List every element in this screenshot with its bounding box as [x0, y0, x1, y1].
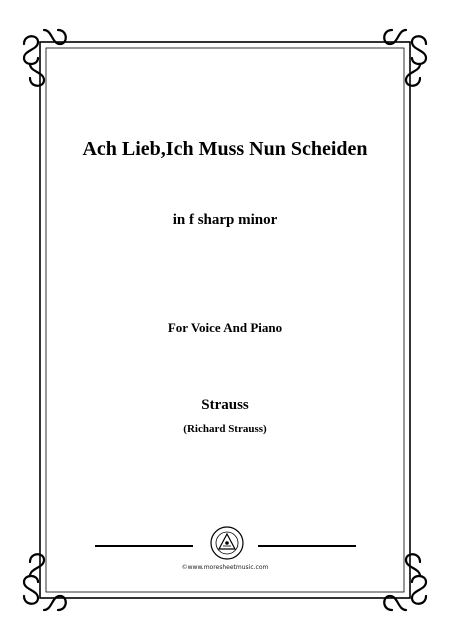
composer-name: Strauss: [201, 397, 249, 413]
corner-flourish-icon: [24, 554, 66, 610]
website-credit[interactable]: ©www.moresheetmusic.com: [181, 564, 269, 571]
piece-title: Ach Lieb,Ich Muss Nun Scheiden: [82, 138, 368, 160]
corner-flourish-icon: [24, 30, 66, 86]
key-signature: in f sharp minor: [172, 212, 278, 228]
divider-left: [95, 545, 193, 547]
divider-right: [258, 545, 356, 547]
corner-flourish-icon: [384, 30, 426, 86]
instrumentation: For Voice And Piano: [167, 320, 283, 335]
emblem-icon: [210, 526, 244, 560]
corner-flourish-icon: [384, 554, 426, 610]
composer-full-name: (Richard Strauss): [183, 423, 267, 435]
